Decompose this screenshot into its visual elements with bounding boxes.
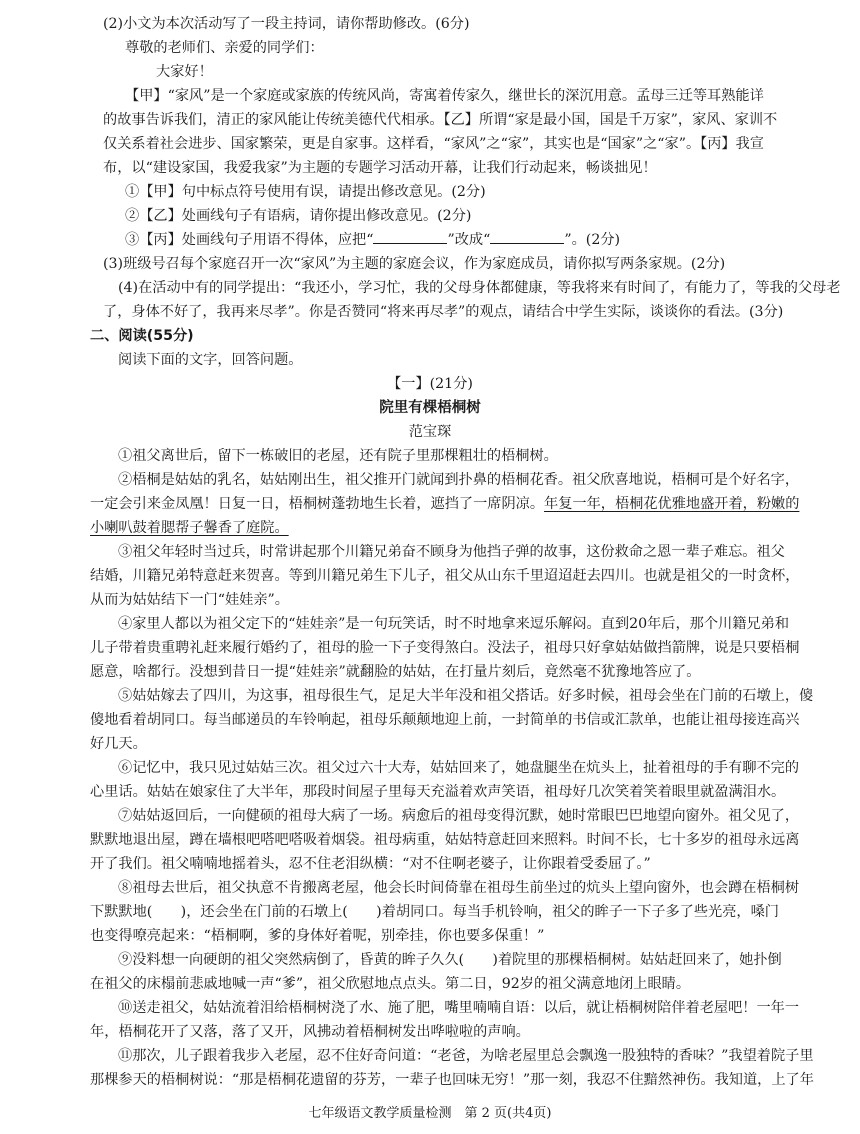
article-line: 下默默地( )，还会坐在门前的石墩上( )着胡同口。每当手机铃响，祖父的眸子一下子多了些光亮，嗓门	[90, 904, 779, 920]
article-line: 那棵参天的梧桐树说：“那是梧桐花遗留的芬芳，一辈子也回味无穷！”那一刻，我忍不住黯然神伤。我知道，上了年	[90, 1072, 814, 1088]
article-line: 结婚，川籍兄弟特意赶来贺喜。等到川籍兄弟生下儿子，祖父从山东千里迢迢赶去四川。也就是祖父的一时贪杯，	[90, 568, 800, 584]
article-line: ①祖父离世后，留下一栋破旧的老屋，还有院子里那棵粗壮的梧桐树。	[118, 448, 558, 464]
article-line: ③祖父年轻时当过兵，时常讲起那个川籍兄弟奋不顾身为他挡子弹的故事，这份救命之恩一辈子难忘。祖父	[118, 544, 785, 560]
reading-instruction: 阅读下面的文字，回答问题。	[118, 352, 303, 368]
underlined-sentence: 年复一年，梧桐花优雅地盛开着，粉嫩的	[544, 496, 800, 512]
sub-question-2: ②【乙】处画线句子有语病，请你提出修改意见。(2分)	[125, 208, 472, 224]
article-line: 愿意，啥都行。没想到昔日一提“娃娃亲”就翻脸的姑姑，在打量片刻后，竟然毫不犹豫地答应了。	[90, 664, 701, 680]
answer-blank-2[interactable]	[490, 231, 564, 244]
sub-question-1: ①【甲】句中标点符号使用有误，请提出修改意见。(2分)	[125, 184, 486, 200]
article-line: 好几天。	[90, 736, 147, 752]
article-line: 从而为姑姑结下一门“娃娃亲”。	[90, 592, 289, 608]
article-line: ②梧桐是姑姑的乳名，姑姑刚出生，祖父推开门就闻到扑鼻的梧桐花香。祖父欣喜地说，梧桐可是个好名字，	[118, 472, 800, 488]
article-line: ⑨没料想一向硬朗的祖父突然病倒了，昏黄的眸子久久( )着院里的那棵梧桐树。姑姑赶回来了，她扑倒	[118, 952, 782, 968]
host-speech-line-2	[103, 110, 777, 130]
article-line: ⑩送走祖父，姑姑流着泪给梧桐树浇了水、施了肥，嘴里喃喃自语：以后，就让梧桐树陪伴着老屋吧！一年一	[118, 1000, 800, 1016]
sub-question-3	[125, 230, 620, 250]
page-footer: 七年级语文教学质量检测 第 2 页(共4页)	[308, 1106, 552, 1121]
article-author: 范宝琛	[408, 424, 452, 440]
host-speech-line-2-text: 的故事告诉我们，清正的家风能让传统美德代代相承。【乙】所谓“家是最小国，国是千万家”，家风、家训不	[103, 112, 778, 128]
article-line: ⑦姑姑返回后，一向健硕的祖母大病了一场。病愈后的祖母变得沉默，她时常眼巴巴地望向窗外。祖父见了，	[118, 808, 800, 824]
article-line: ⑥记忆中，我只见过姑姑三次。祖父过六十大寿，姑姑回来了，她盘腿坐在炕头上，扯着祖母的手有聊不完的	[118, 760, 800, 776]
question-4-line-1: (4)在活动中有的同学提出：“我还小，学习忙，我的父母身体都健康，等我将来有时间了，有能力了，等我的父母老	[118, 280, 841, 296]
host-speech-line-1: 【甲】“家风”是一个家庭或家族的传统风尚，寄寓着传家久，继世长的深沉用意。孟母三迁等耳熟能详	[125, 88, 764, 104]
article-line: 年，梧桐花开了又落，落了又开，风拂动着梧桐树发出哗啦啦的声响。	[90, 1024, 530, 1040]
article-line: 开了我们。祖父喃喃地摇着头，忍不住老泪纵横：“对不住啊老婆子，让你跟着受委屈了。”	[90, 856, 651, 872]
section-2-heading: 二、阅读(55分)	[90, 328, 194, 344]
part-1-heading: 【一】(21分)	[387, 376, 473, 392]
article-line: 默默地退出屋，蹲在墙根吧嗒吧嗒吸着烟袋。祖母病重，姑姑特意赶回来照料。时间不长，七十多岁的祖母永远离	[90, 832, 800, 848]
answer-blank-1[interactable]	[373, 231, 447, 244]
article-line: 傻地看着胡同口。每当邮递员的车铃响起，祖母乐颠颠地迎上前，一封简单的书信或汇款单，也能让祖母接连高兴	[90, 712, 800, 728]
article-line: ⑤姑姑嫁去了四川，为这事，祖母很生气，足足大半年没和祖父搭话。好多时候，祖母会坐在门前的石墩上，傻	[118, 688, 814, 704]
sub-question-3-part-a: ③【丙】处画线句子用语不得体，应把“	[125, 232, 374, 248]
article-line	[90, 494, 799, 514]
question-3: (3)班级号召每个家庭召开一次“家风”为主题的家庭会议，作为家庭成员，请你拟写两条家规。(2分)	[103, 256, 726, 272]
article-line: ⑪那次，儿子跟着我步入老屋，忍不住好奇问道：“老爸，为啥老屋里总会飘逸一股独特的香味？”我望着院子里	[118, 1048, 814, 1064]
article-line: 也变得嘹亮起来：“梧桐啊，爹的身体好着呢，别牵挂，你也要多保重！”	[90, 928, 545, 944]
greeting: 大家好！	[156, 64, 213, 80]
article-title: 院里有棵梧桐树	[379, 400, 481, 416]
underlined-sentence-end: 小喇叭鼓着腮帮子馨香了庭院。	[90, 520, 289, 536]
article-line: ④家里人都以为祖父定下的“娃娃亲”是一句玩笑话，时不时地拿来逗乐解闷。直到20年后，那个川籍兄弟和	[118, 616, 790, 632]
article-line-plain: 一定会引来金凤凰！日复一日，梧桐树蓬勃地生长着，遮挡了一席阴凉。	[90, 496, 545, 512]
article-line: 心里话。姑姑在娘家住了大半年，那段时间屋子里每天充溢着欢声笑语，祖母好几次笑着笑着眼里就盈满泪水。	[90, 784, 786, 800]
host-speech-line-3: 仅关系着社会进步、国家繁荣，更是自家事。这样看，“家风”之“家”，其实也是“国家”之“家”。【丙】我宣	[103, 136, 764, 152]
sub-question-3-part-c: ”。(2分)	[564, 232, 621, 248]
question-2-prompt: (2)小文为本次活动写了一段主持词，请你帮助修改。(6分)	[103, 16, 470, 32]
question-4-line-2: 了，身体不好了，我再来尽孝”。你是否赞同“将来再尽孝”的观点，请结合中学生实际，谈谈你的看法。(3分)	[103, 304, 784, 320]
article-line: 儿子带着贵重聘礼赶来履行婚约了，祖母的脸一下子变得煞白。没法子，祖母只好拿姑姑做挡箭牌，说是只要梧桐	[90, 640, 800, 656]
host-speech-line-4: 布，以“建设家国，我爱我家”为主题的专题学习活动开幕，让我们行动起来，畅谈拙见！	[103, 160, 657, 176]
sub-question-3-part-b: ”改成“	[447, 232, 491, 248]
article-line: ⑧祖母去世后，祖父执意不肯搬离老屋，他会长时间倚靠在祖母生前坐过的炕头上望向窗外，也会蹲在梧桐树	[118, 880, 800, 896]
salutation: 尊敬的老师们、亲爱的同学们：	[125, 40, 324, 56]
article-line: 在祖父的床榻前悲戚地喊一声“爹”，祖父欣慰地点点头。第二日，92岁的祖父满意地闭上眼睛。	[90, 976, 691, 992]
